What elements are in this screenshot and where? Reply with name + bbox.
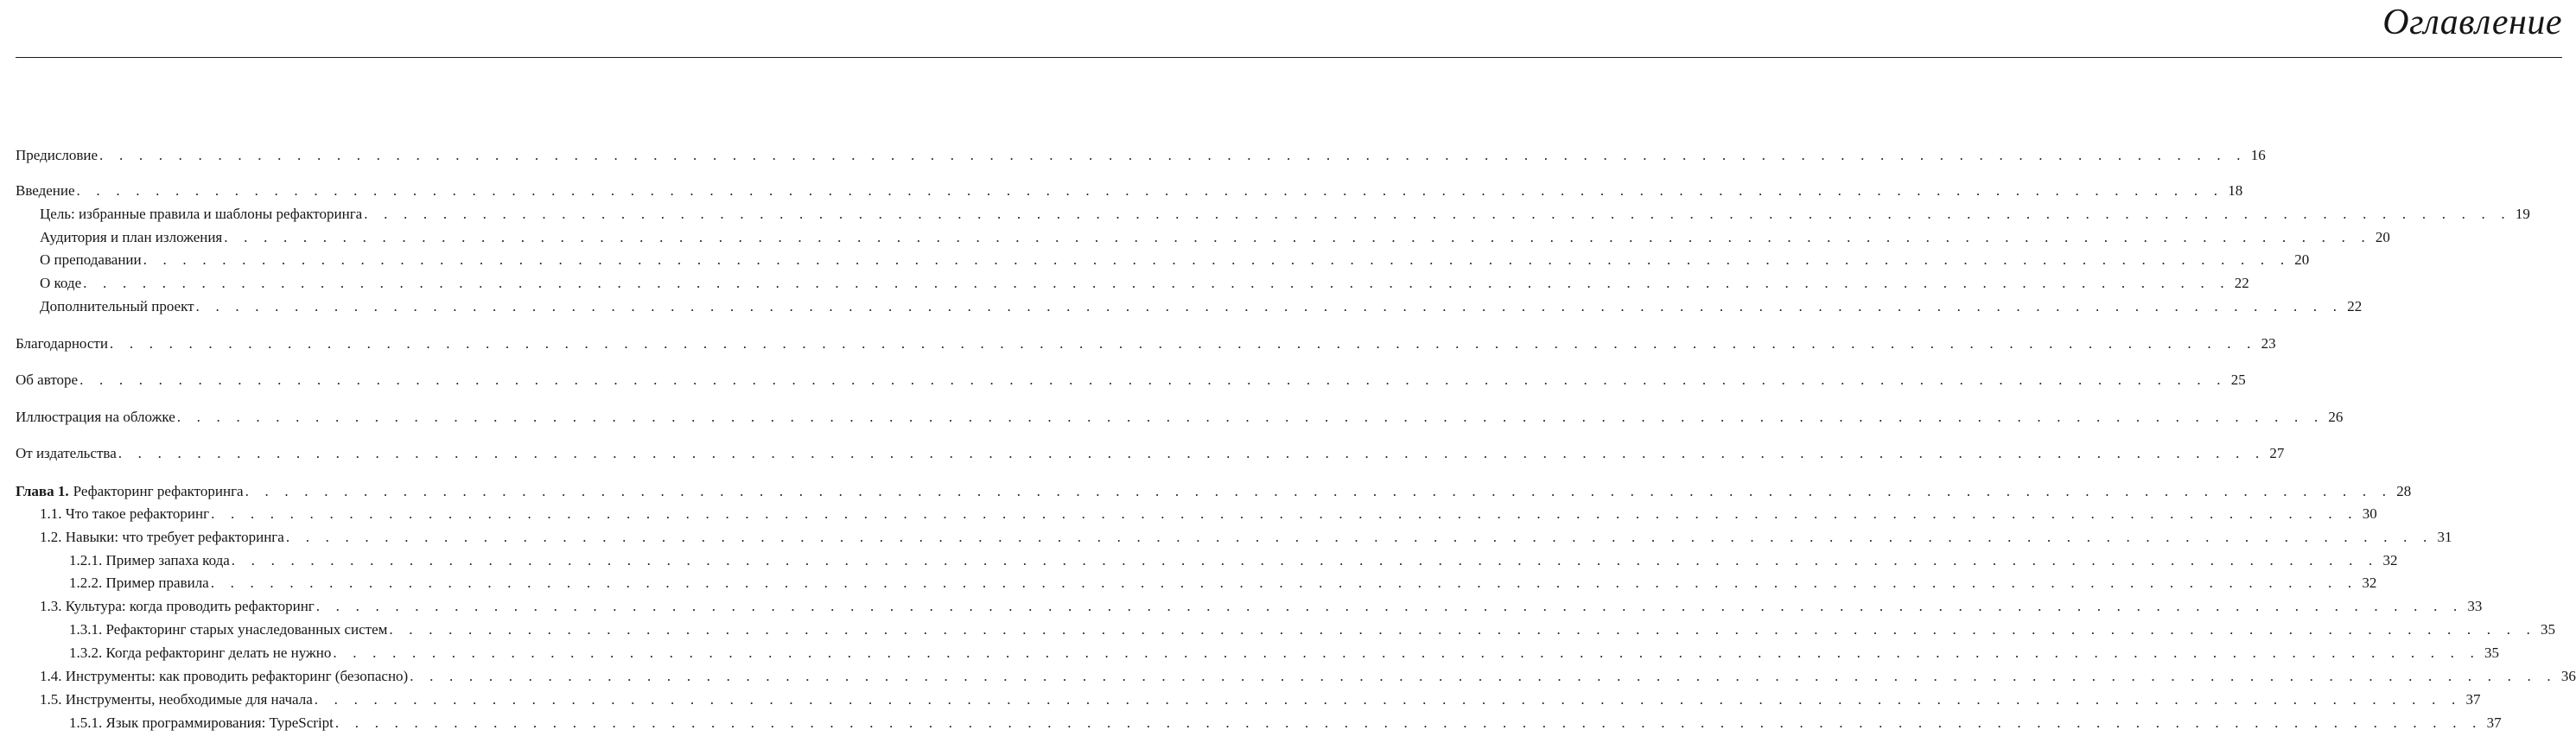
toc-page-number: 20 [2375, 229, 2390, 245]
toc-entry-1-2[interactable] [16, 526, 2452, 549]
toc-leader: . . . . . . . . . . . . . . . . . . . . . . . . . . . . . . . . . . . . . . . . . . . . . . . . . . . . . . . . . . . . . . . . . . . . . . . . . . . . . . . . . . . . . . . . . . . . . . . . . . . . . . . . . . . . . [76, 182, 2224, 199]
toc-page-number: 16 [2250, 147, 2266, 163]
toc-entry-label: Цель: избранные правила и шаблоны рефакторинга [40, 206, 363, 222]
toc-leader: . . . . . . . . . . . . . . . . . . . . . . . . . . . . . . . . . . . . . . . . . . . . . . . . . . . . . . . . . . . . . . . . . . . . . . . . . . . . . . . . . . . . . . . . . . . . . . . . . . . . . . . . . . . . . [143, 251, 2291, 268]
toc-entry-label: 1.4. Инструменты: как проводить рефакторинг (безопасно) [40, 668, 409, 684]
toc-entry-label: Рефакторинг рефакторинга [73, 483, 244, 499]
toc-entry-label: Предисловие [16, 147, 99, 163]
toc-entry-label: О коде [40, 275, 82, 291]
toc-page-number: 36 [2560, 668, 2576, 684]
toc-entry-1-4[interactable] [16, 665, 2576, 688]
toc-page-number: 32 [2362, 575, 2377, 591]
toc-leader: . . . . . . . . . . . . . . . . . . . . . . . . . . . . . . . . . . . . . . . . . . . . . . . . . . . . . . . . . . . . . . . . . . . . . . . . . . . . . . . . . . . . . . . . . . . . . . . . . . . . . . . . . . . . . [211, 505, 2358, 522]
toc-page-number: 22 [2347, 298, 2363, 314]
toc-entry-label: 1.3.1. Рефакторинг старых унаследованных систем [69, 621, 388, 638]
toc-entry-from-publisher[interactable] [16, 442, 2285, 465]
toc-entry-label: 1.5. Инструменты, необходимые для начала [40, 691, 313, 708]
toc-page-number: 18 [2228, 182, 2243, 199]
toc-leader: . . . . . . . . . . . . . . . . . . . . . . . . . . . . . . . . . . . . . . . . . . . . . . . . . . . . . . . . . . . . . . . . . . . . . . . . . . . . . . . . . . . . . . . . . . . . . . . . . . . . . . . . . . . . . [410, 668, 2557, 684]
toc-entry-label: 1.3.2. Когда рефакторинг делать не нужно [69, 645, 332, 661]
chapter-prefix: Глава 1. [16, 483, 69, 499]
toc-entry-1-1[interactable] [16, 503, 2377, 525]
toc-page-number: 30 [2362, 505, 2377, 522]
toc-leader: . . . . . . . . . . . . . . . . . . . . . . . . . . . . . . . . . . . . . . . . . . . . . . . . . . . . . . . . . . . . . . . . . . . . . . . . . . . . . . . . . . . . . . . . . . . . . . . . . . . . . . . . . . . . . [314, 691, 2462, 708]
toc-leader: . . . . . . . . . . . . . . . . . . . . . . . . . . . . . . . . . . . . . . . . . . . . . . . . . . . . . . . . . . . . . . . . . . . . . . . . . . . . . . . . . . . . . . . . . . . . . . . . . . . . . . . . . . . . . [80, 372, 2227, 388]
toc-entry-label: Дополнительный проект [40, 298, 194, 314]
toc-page-number: 32 [2382, 552, 2398, 568]
toc-page-number: 26 [2328, 409, 2344, 425]
toc-entry-label: Введение [16, 182, 75, 199]
toc-leader: . . . . . . . . . . . . . . . . . . . . . . . . . . . . . . . . . . . . . . . . . . . . . . . . . . . . . . . . . . . . . . . . . . . . . . . . . . . . . . . . . . . . . . . . . . . . . . . . . . . . . . . . . . . . . [285, 529, 2433, 545]
toc-leader: . . . . . . . . . . . . . . . . . . . . . . . . . . . . . . . . . . . . . . . . . . . . . . . . . . . . . . . . . . . . . . . . . . . . . . . . . . . . . . . . . . . . . . . . . . . . . . . . . . . . . . . . . . . . . [83, 275, 2230, 291]
toc-entry-goal[interactable] [16, 203, 2530, 225]
toc-entry-chapter-1[interactable] [16, 480, 2412, 503]
toc-entry-label: 1.5.1. Язык программирования: TypeScript [69, 714, 334, 731]
toc-page-number: 33 [2467, 598, 2483, 614]
toc-entry-introduction[interactable] [16, 180, 2243, 202]
toc-entry-label: 1.2.2. Пример правила [69, 575, 209, 591]
toc-entry-teaching[interactable] [16, 249, 2310, 271]
toc-page-number: 37 [2486, 714, 2502, 731]
toc-page-number: 27 [2269, 445, 2285, 461]
toc-entry-1-3-1[interactable] [16, 619, 2556, 641]
toc-entry-about-author[interactable] [16, 369, 2246, 391]
toc-entry-1-3-2[interactable] [16, 642, 2500, 664]
toc-page-number: 31 [2437, 529, 2452, 545]
toc-leader: . . . . . . . . . . . . . . . . . . . . . . . . . . . . . . . . . . . . . . . . . . . . . . . . . . . . . . . . . . . . . . . . . . . . . . . . . . . . . . . . . . . . . . . . . . . . . . . . . . . . . . . . . . . . . [210, 575, 2358, 591]
toc-page-number: 19 [2515, 206, 2530, 222]
toc-leader: . . . . . . . . . . . . . . . . . . . . . . . . . . . . . . . . . . . . . . . . . . . . . . . . . . . . . . . . . . . . . . . . . . . . . . . . . . . . . . . . . . . . . . . . . . . . . . . . . . . . . . . . . . . . . [364, 206, 2511, 222]
toc-leader: . . . . . . . . . . . . . . . . . . . . . . . . . . . . . . . . . . . . . . . . . . . . . . . . . . . . . . . . . . . . . . . . . . . . . . . . . . . . . . . . . . . . . . . . . . . . . . . . . . . . . . . . . . . . . [389, 621, 2537, 638]
toc-leader: . . . . . . . . . . . . . . . . . . . . . . . . . . . . . . . . . . . . . . . . . . . . . . . . . . . . . . . . . . . . . . . . . . . . . . . . . . . . . . . . . . . . . . . . . . . . . . . . . . . . . . . . . . . . . [109, 335, 2257, 352]
page-title: Оглавление [2382, 3, 2562, 42]
toc-entry-audience[interactable] [16, 226, 2390, 249]
toc-entry-label: От издательства [16, 445, 117, 461]
toc-entry-label: 1.3. Культура: когда проводить рефакторинг [40, 598, 315, 614]
toc-entry-label: Аудитория и план изложения [40, 229, 223, 245]
toc-leader: . . . . . . . . . . . . . . . . . . . . . . . . . . . . . . . . . . . . . . . . . . . . . . . . . . . . . . . . . . . . . . . . . . . . . . . . . . . . . . . . . . . . . . . . . . . . . . . . . . . . . . . . . . . . . [231, 552, 2379, 568]
toc-page-number: 25 [2230, 372, 2246, 388]
toc-page-number: 35 [2484, 645, 2500, 661]
toc-page-number: 28 [2396, 483, 2412, 499]
toc-leader: . . . . . . . . . . . . . . . . . . . . . . . . . . . . . . . . . . . . . . . . . . . . . . . . . . . . . . . . . . . . . . . . . . . . . . . . . . . . . . . . . . . . . . . . . . . . . . . . . . . . . . . . . . . . . [245, 483, 2393, 499]
toc-entry-label: Благодарности [16, 335, 108, 352]
toc-entry-label: О преподавании [40, 251, 142, 268]
toc-leader: . . . . . . . . . . . . . . . . . . . . . . . . . . . . . . . . . . . . . . . . . . . . . . . . . . . . . . . . . . . . . . . . . . . . . . . . . . . . . . . . . . . . . . . . . . . . . . . . . . . . . . . . . . . . . [195, 298, 2344, 314]
toc-entry-acknowledgements[interactable] [16, 333, 2276, 355]
toc-page-number: 23 [2261, 335, 2276, 352]
toc-entry-1-5-1[interactable] [16, 712, 2502, 734]
toc-entry-code[interactable] [16, 272, 2249, 295]
toc-leader: . . . . . . . . . . . . . . . . . . . . . . . . . . . . . . . . . . . . . . . . . . . . . . . . . . . . . . . . . . . . . . . . . . . . . . . . . . . . . . . . . . . . . . . . . . . . . . . . . . . . . . . . . . . . . [333, 645, 2481, 661]
toc-page-number: 35 [2541, 621, 2556, 638]
toc-page-number: 20 [2294, 251, 2310, 268]
toc-entry-label: Об авторе [16, 372, 79, 388]
toc-leader: . . . . . . . . . . . . . . . . . . . . . . . . . . . . . . . . . . . . . . . . . . . . . . . . . . . . . . . . . . . . . . . . . . . . . . . . . . . . . . . . . . . . . . . . . . . . . . . . . . . . . . . . . . . . . [176, 409, 2325, 425]
toc-entry-label: 1.2. Навыки: что требует рефакторинга [40, 529, 284, 545]
toc-leader: . . . . . . . . . . . . . . . . . . . . . . . . . . . . . . . . . . . . . . . . . . . . . . . . . . . . . . . . . . . . . . . . . . . . . . . . . . . . . . . . . . . . . . . . . . . . . . . . . . . . . . . . . . . . . [315, 598, 2464, 614]
toc-entry-label: 1.1. Что такое рефакторинг [40, 505, 210, 522]
toc-leader: . . . . . . . . . . . . . . . . . . . . . . . . . . . . . . . . . . . . . . . . . . . . . . . . . . . . . . . . . . . . . . . . . . . . . . . . . . . . . . . . . . . . . . . . . . . . . . . . . . . . . . . . . . . . . [118, 445, 2266, 461]
toc-entry-label: 1.2.1. Пример запаха кода [69, 552, 230, 568]
toc-page-number: 37 [2465, 691, 2481, 708]
toc-leader: . . . . . . . . . . . . . . . . . . . . . . . . . . . . . . . . . . . . . . . . . . . . . . . . . . . . . . . . . . . . . . . . . . . . . . . . . . . . . . . . . . . . . . . . . . . . . . . . . . . . . . . . . . . . . [334, 714, 2483, 731]
toc-entry-label: Иллюстрация на обложке [16, 409, 175, 425]
toc-entry-cover-illustration[interactable] [16, 406, 2344, 429]
toc-entry-preface[interactable] [16, 144, 2266, 167]
toc-entry-1-3[interactable] [16, 595, 2483, 618]
toc-page-number: 22 [2234, 275, 2249, 291]
toc-entry-extra-project[interactable] [16, 295, 2363, 318]
toc-entry-1-5[interactable] [16, 689, 2481, 711]
toc-entry-1-2-1[interactable] [16, 549, 2398, 572]
toc-leader: . . . . . . . . . . . . . . . . . . . . . . . . . . . . . . . . . . . . . . . . . . . . . . . . . . . . . . . . . . . . . . . . . . . . . . . . . . . . . . . . . . . . . . . . . . . . . . . . . . . . . . . . . . . . . [224, 229, 2371, 245]
toc-entry-1-2-2[interactable] [16, 572, 2377, 594]
toc-leader: . . . . . . . . . . . . . . . . . . . . . . . . . . . . . . . . . . . . . . . . . . . . . . . . . . . . . . . . . . . . . . . . . . . . . . . . . . . . . . . . . . . . . . . . . . . . . . . . . . . . . . . . . . . . . [99, 147, 2247, 163]
